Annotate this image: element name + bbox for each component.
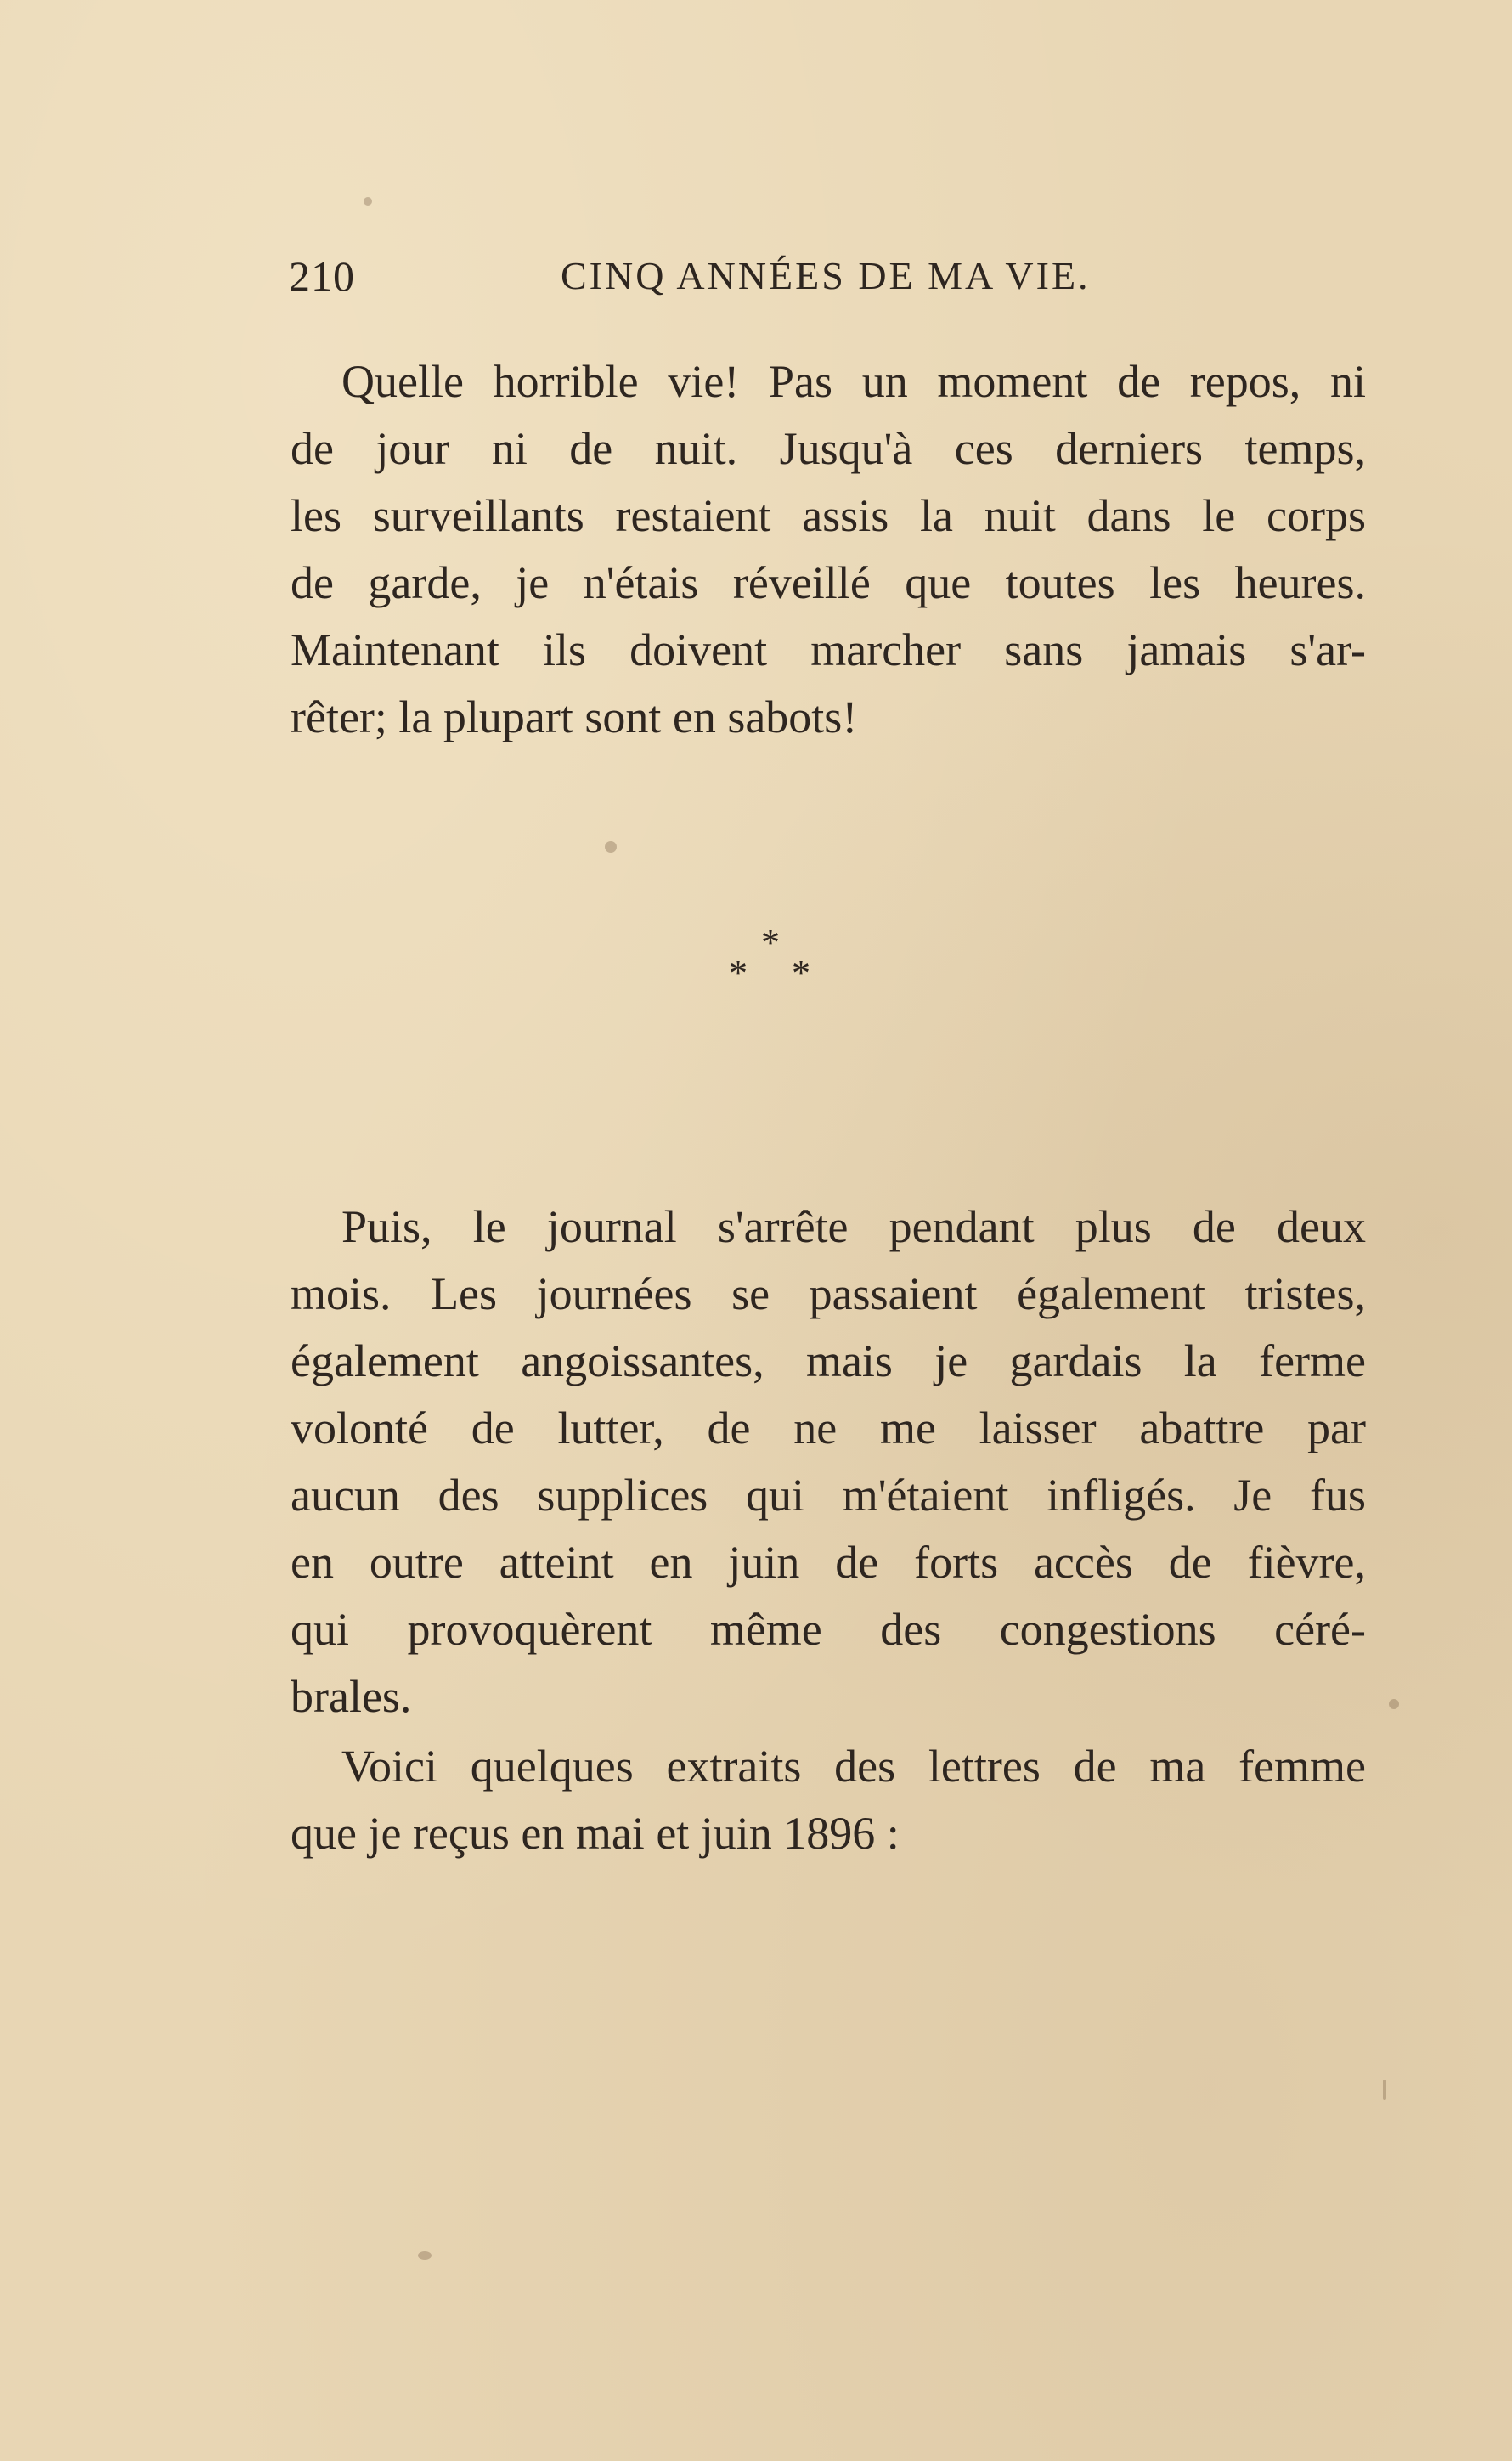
paper-speck — [418, 2251, 432, 2260]
paper-speck — [364, 197, 372, 206]
paragraph-1 — [291, 348, 1366, 751]
text-line: que je reçus en mai et juin 1896 : — [291, 1808, 900, 1859]
text-line: les surveillants restaient assis la nuit dans le corps — [291, 490, 1366, 541]
section-break-asterism — [714, 924, 832, 992]
text-line: mois. Les journées se passaient également tristes, — [291, 1268, 1366, 1319]
text-line: qui provoquèrent même des congestions céré- — [291, 1604, 1366, 1655]
paper-speck — [1389, 1699, 1399, 1709]
text-line: également angoissantes, mais je gardais la ferme — [291, 1335, 1366, 1386]
text-line: Maintenant ils doivent marcher sans jamais s'ar- — [291, 624, 1366, 675]
text-line: Quelle horrible vie! Pas un moment de repos, ni — [341, 356, 1366, 407]
running-title: CINQ ANNÉES DE MA VIE. — [561, 254, 1091, 297]
text-line: aucun des supplices qui m'étaient infligés. Je fus — [291, 1470, 1366, 1521]
text-line: brales. — [291, 1671, 412, 1722]
text-line: en outre atteint en juin de forts accès de fièvre, — [291, 1537, 1366, 1588]
page-header — [289, 251, 1138, 319]
paper-speck — [1383, 2080, 1386, 2100]
asterisk: * — [729, 952, 748, 994]
text-line: de garde, je n'étais réveillé que toutes les heures. — [291, 557, 1366, 608]
page-number: 210 — [289, 252, 355, 300]
text-line: de jour ni de nuit. Jusqu'à ces derniers temps, — [291, 423, 1366, 474]
text-line: Puis, le journal s'arrête pendant plus de deux — [341, 1201, 1366, 1252]
text-line: Voici quelques extraits des lettres de ma femme — [341, 1741, 1366, 1792]
paper-speck — [605, 841, 617, 853]
asterisk: * — [792, 952, 810, 994]
asterisk: * — [761, 922, 780, 963]
text-line: volonté de lutter, de ne me laisser abattre par — [291, 1403, 1366, 1453]
text-line: rêter; la plupart sont en sabots! — [291, 691, 858, 742]
paragraph-2 — [291, 1194, 1366, 1730]
paragraph-3 — [291, 1733, 1366, 1867]
